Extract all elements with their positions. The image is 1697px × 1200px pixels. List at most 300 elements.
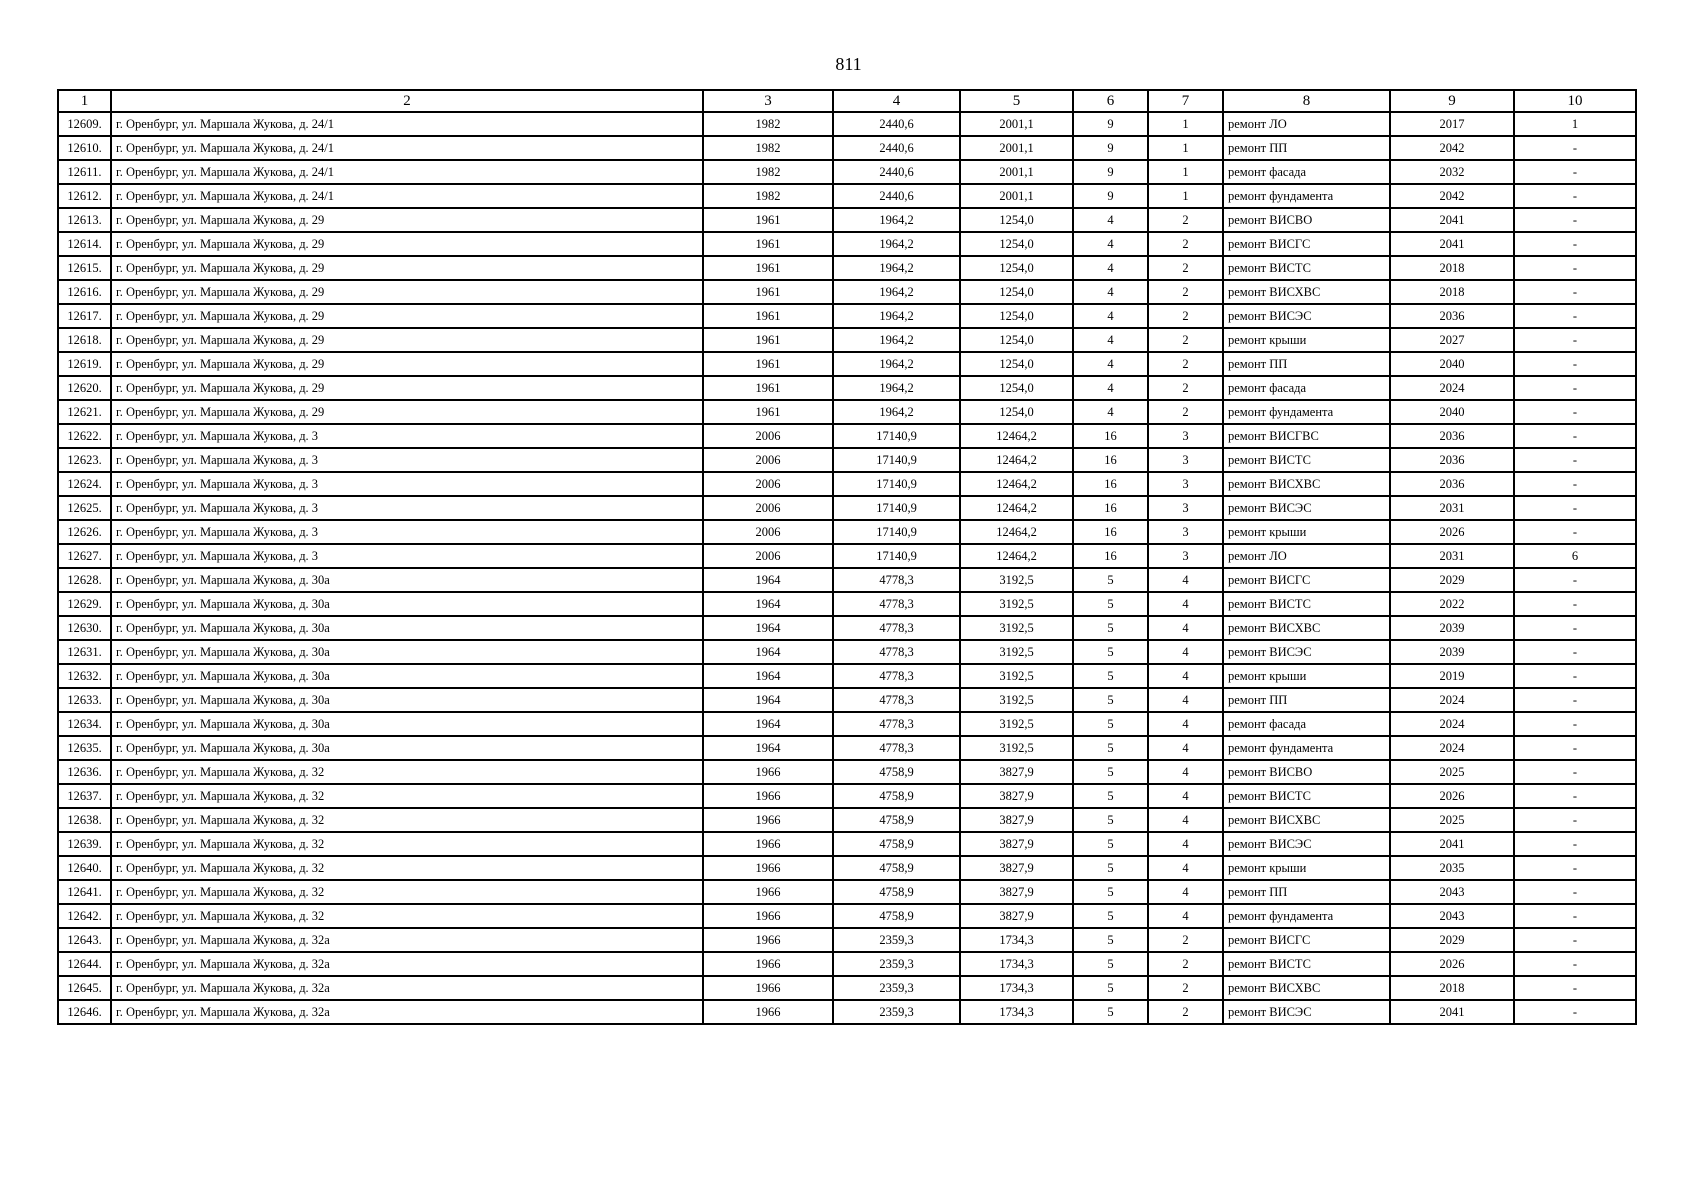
living-area-cell: 1734,3 (960, 952, 1073, 976)
year-cell: 1982 (703, 136, 833, 160)
year-cell: 1961 (703, 232, 833, 256)
entrances-cell: 1 (1148, 112, 1223, 136)
column-10-cell: - (1514, 688, 1636, 712)
column-header: 7 (1148, 90, 1223, 112)
work-type-cell: ремонт ВИСГВС (1223, 424, 1390, 448)
entrances-cell: 3 (1148, 448, 1223, 472)
planned-year-cell: 2032 (1390, 160, 1514, 184)
work-type-cell: ремонт ВИСЭС (1223, 496, 1390, 520)
table-row (58, 904, 1636, 928)
year-cell: 1961 (703, 304, 833, 328)
floors-cell: 16 (1073, 496, 1148, 520)
living-area-cell: 3192,5 (960, 640, 1073, 664)
row-number-cell: 12625. (58, 496, 111, 520)
year-cell: 2006 (703, 448, 833, 472)
column-10-cell: - (1514, 208, 1636, 232)
column-10-cell: - (1514, 664, 1636, 688)
year-cell: 1966 (703, 904, 833, 928)
living-area-cell: 1254,0 (960, 280, 1073, 304)
column-10-cell: - (1514, 400, 1636, 424)
table-row (58, 376, 1636, 400)
total-area-cell: 17140,9 (833, 544, 960, 568)
planned-year-cell: 2042 (1390, 136, 1514, 160)
table-row (58, 736, 1636, 760)
row-number-cell: 12644. (58, 952, 111, 976)
living-area-cell: 1254,0 (960, 256, 1073, 280)
work-type-cell: ремонт ВИСХВС (1223, 808, 1390, 832)
year-cell: 1982 (703, 184, 833, 208)
floors-cell: 9 (1073, 184, 1148, 208)
entrances-cell: 2 (1148, 232, 1223, 256)
table-row (58, 952, 1636, 976)
year-cell: 1982 (703, 160, 833, 184)
table-row (58, 1000, 1636, 1024)
entrances-cell: 3 (1148, 472, 1223, 496)
floors-cell: 5 (1073, 904, 1148, 928)
work-type-cell: ремонт ВИСЭС (1223, 304, 1390, 328)
planned-year-cell: 2036 (1390, 472, 1514, 496)
living-area-cell: 12464,2 (960, 448, 1073, 472)
table-row (58, 160, 1636, 184)
living-area-cell: 2001,1 (960, 184, 1073, 208)
total-area-cell: 4758,9 (833, 832, 960, 856)
floors-cell: 5 (1073, 832, 1148, 856)
total-area-cell: 1964,2 (833, 352, 960, 376)
planned-year-cell: 2026 (1390, 952, 1514, 976)
column-10-cell: 1 (1514, 112, 1636, 136)
row-number-cell: 12612. (58, 184, 111, 208)
column-10-cell: - (1514, 352, 1636, 376)
address-cell: г. Оренбург, ул. Маршала Жукова, д. 24/1 (111, 184, 703, 208)
address-cell: г. Оренбург, ул. Маршала Жукова, д. 29 (111, 232, 703, 256)
year-cell: 1961 (703, 208, 833, 232)
column-10-cell: - (1514, 640, 1636, 664)
address-cell: г. Оренбург, ул. Маршала Жукова, д. 30а (111, 688, 703, 712)
planned-year-cell: 2043 (1390, 904, 1514, 928)
floors-cell: 4 (1073, 304, 1148, 328)
living-area-cell: 1734,3 (960, 976, 1073, 1000)
planned-year-cell: 2043 (1390, 880, 1514, 904)
planned-year-cell: 2018 (1390, 976, 1514, 1000)
row-number-cell: 12615. (58, 256, 111, 280)
row-number-cell: 12610. (58, 136, 111, 160)
address-cell: г. Оренбург, ул. Маршала Жукова, д. 32 (111, 832, 703, 856)
total-area-cell: 1964,2 (833, 208, 960, 232)
row-number-cell: 12640. (58, 856, 111, 880)
work-type-cell: ремонт крыши (1223, 856, 1390, 880)
work-type-cell: ремонт ВИСЭС (1223, 640, 1390, 664)
year-cell: 1964 (703, 640, 833, 664)
total-area-cell: 2359,3 (833, 928, 960, 952)
year-cell: 1961 (703, 376, 833, 400)
entrances-cell: 2 (1148, 208, 1223, 232)
year-cell: 1964 (703, 688, 833, 712)
work-type-cell: ремонт ВИСГС (1223, 928, 1390, 952)
planned-year-cell: 2024 (1390, 688, 1514, 712)
year-cell: 1964 (703, 616, 833, 640)
planned-year-cell: 2041 (1390, 208, 1514, 232)
row-number-cell: 12638. (58, 808, 111, 832)
year-cell: 1966 (703, 784, 833, 808)
year-cell: 1961 (703, 256, 833, 280)
address-cell: г. Оренбург, ул. Маршала Жукова, д. 29 (111, 400, 703, 424)
table-row (58, 328, 1636, 352)
living-area-cell: 3192,5 (960, 568, 1073, 592)
address-cell: г. Оренбург, ул. Маршала Жукова, д. 32а (111, 952, 703, 976)
address-cell: г. Оренбург, ул. Маршала Жукова, д. 32а (111, 1000, 703, 1024)
address-cell: г. Оренбург, ул. Маршала Жукова, д. 3 (111, 472, 703, 496)
work-type-cell: ремонт ПП (1223, 880, 1390, 904)
column-10-cell: - (1514, 712, 1636, 736)
work-type-cell: ремонт фасада (1223, 160, 1390, 184)
planned-year-cell: 2025 (1390, 808, 1514, 832)
row-number-cell: 12643. (58, 928, 111, 952)
table-row (58, 616, 1636, 640)
work-type-cell: ремонт ВИСХВС (1223, 976, 1390, 1000)
entrances-cell: 2 (1148, 976, 1223, 1000)
floors-cell: 5 (1073, 952, 1148, 976)
entrances-cell: 4 (1148, 664, 1223, 688)
total-area-cell: 2440,6 (833, 112, 960, 136)
entrances-cell: 4 (1148, 592, 1223, 616)
planned-year-cell: 2031 (1390, 544, 1514, 568)
floors-cell: 5 (1073, 640, 1148, 664)
floors-cell: 5 (1073, 928, 1148, 952)
table-row (58, 568, 1636, 592)
floors-cell: 4 (1073, 376, 1148, 400)
work-type-cell: ремонт ПП (1223, 688, 1390, 712)
column-10-cell: - (1514, 808, 1636, 832)
living-area-cell: 12464,2 (960, 544, 1073, 568)
year-cell: 1964 (703, 712, 833, 736)
total-area-cell: 4758,9 (833, 784, 960, 808)
planned-year-cell: 2041 (1390, 1000, 1514, 1024)
total-area-cell: 17140,9 (833, 472, 960, 496)
work-type-cell: ремонт крыши (1223, 520, 1390, 544)
work-type-cell: ремонт фасада (1223, 712, 1390, 736)
address-cell: г. Оренбург, ул. Маршала Жукова, д. 30а (111, 736, 703, 760)
total-area-cell: 17140,9 (833, 448, 960, 472)
total-area-cell: 4758,9 (833, 880, 960, 904)
total-area-cell: 1964,2 (833, 400, 960, 424)
work-type-cell: ремонт ВИСТС (1223, 952, 1390, 976)
work-type-cell: ремонт фундамента (1223, 184, 1390, 208)
entrances-cell: 2 (1148, 352, 1223, 376)
entrances-cell: 2 (1148, 328, 1223, 352)
total-area-cell: 4778,3 (833, 688, 960, 712)
row-number-cell: 12620. (58, 376, 111, 400)
planned-year-cell: 2031 (1390, 496, 1514, 520)
year-cell: 1964 (703, 736, 833, 760)
row-number-cell: 12626. (58, 520, 111, 544)
column-header: 3 (703, 90, 833, 112)
work-type-cell: ремонт крыши (1223, 328, 1390, 352)
living-area-cell: 3192,5 (960, 712, 1073, 736)
planned-year-cell: 2026 (1390, 520, 1514, 544)
row-number-cell: 12629. (58, 592, 111, 616)
year-cell: 1966 (703, 808, 833, 832)
work-type-cell: ремонт ВИСВО (1223, 208, 1390, 232)
table-row (58, 472, 1636, 496)
address-cell: г. Оренбург, ул. Маршала Жукова, д. 29 (111, 328, 703, 352)
address-cell: г. Оренбург, ул. Маршала Жукова, д. 30а (111, 712, 703, 736)
entrances-cell: 1 (1148, 160, 1223, 184)
year-cell: 1961 (703, 280, 833, 304)
planned-year-cell: 2036 (1390, 304, 1514, 328)
living-area-cell: 3192,5 (960, 592, 1073, 616)
column-10-cell: - (1514, 304, 1636, 328)
row-number-cell: 12624. (58, 472, 111, 496)
floors-cell: 4 (1073, 256, 1148, 280)
total-area-cell: 2359,3 (833, 1000, 960, 1024)
entrances-cell: 2 (1148, 280, 1223, 304)
living-area-cell: 2001,1 (960, 160, 1073, 184)
planned-year-cell: 2017 (1390, 112, 1514, 136)
living-area-cell: 1734,3 (960, 928, 1073, 952)
table-row (58, 544, 1636, 568)
living-area-cell: 2001,1 (960, 136, 1073, 160)
entrances-cell: 4 (1148, 880, 1223, 904)
column-header: 10 (1514, 90, 1636, 112)
row-number-cell: 12642. (58, 904, 111, 928)
planned-year-cell: 2018 (1390, 256, 1514, 280)
floors-cell: 5 (1073, 616, 1148, 640)
entrances-cell: 2 (1148, 928, 1223, 952)
floors-cell: 5 (1073, 784, 1148, 808)
year-cell: 1966 (703, 856, 833, 880)
floors-cell: 5 (1073, 760, 1148, 784)
column-header: 1 (58, 90, 111, 112)
work-type-cell: ремонт ВИСТС (1223, 784, 1390, 808)
entrances-cell: 4 (1148, 568, 1223, 592)
work-type-cell: ремонт ВИСТС (1223, 592, 1390, 616)
planned-year-cell: 2027 (1390, 328, 1514, 352)
table-header-row (58, 90, 1636, 112)
column-10-cell: - (1514, 160, 1636, 184)
total-area-cell: 17140,9 (833, 520, 960, 544)
row-number-cell: 12641. (58, 880, 111, 904)
column-10-cell: - (1514, 592, 1636, 616)
planned-year-cell: 2025 (1390, 760, 1514, 784)
column-10-cell: - (1514, 256, 1636, 280)
entrances-cell: 4 (1148, 808, 1223, 832)
work-type-cell: ремонт ВИСГС (1223, 232, 1390, 256)
total-area-cell: 4778,3 (833, 592, 960, 616)
column-10-cell: - (1514, 232, 1636, 256)
planned-year-cell: 2036 (1390, 448, 1514, 472)
row-number-cell: 12633. (58, 688, 111, 712)
page-number: 811 (835, 54, 862, 74)
table-row (58, 424, 1636, 448)
column-10-cell: - (1514, 904, 1636, 928)
living-area-cell: 1734,3 (960, 1000, 1073, 1024)
floors-cell: 9 (1073, 136, 1148, 160)
address-cell: г. Оренбург, ул. Маршала Жукова, д. 32 (111, 856, 703, 880)
table-row (58, 784, 1636, 808)
address-cell: г. Оренбург, ул. Маршала Жукова, д. 32 (111, 760, 703, 784)
work-type-cell: ремонт ПП (1223, 352, 1390, 376)
living-area-cell: 12464,2 (960, 424, 1073, 448)
work-type-cell: ремонт ЛО (1223, 544, 1390, 568)
living-area-cell: 2001,1 (960, 112, 1073, 136)
column-10-cell: - (1514, 616, 1636, 640)
total-area-cell: 4758,9 (833, 760, 960, 784)
total-area-cell: 4778,3 (833, 568, 960, 592)
living-area-cell: 12464,2 (960, 520, 1073, 544)
planned-year-cell: 2039 (1390, 640, 1514, 664)
total-area-cell: 17140,9 (833, 496, 960, 520)
row-number-cell: 12630. (58, 616, 111, 640)
floors-cell: 5 (1073, 856, 1148, 880)
row-number-cell: 12645. (58, 976, 111, 1000)
entrances-cell: 2 (1148, 400, 1223, 424)
year-cell: 1966 (703, 1000, 833, 1024)
address-cell: г. Оренбург, ул. Маршала Жукова, д. 3 (111, 496, 703, 520)
total-area-cell: 2359,3 (833, 952, 960, 976)
floors-cell: 4 (1073, 208, 1148, 232)
entrances-cell: 3 (1148, 424, 1223, 448)
floors-cell: 5 (1073, 808, 1148, 832)
year-cell: 2006 (703, 424, 833, 448)
year-cell: 1964 (703, 664, 833, 688)
floors-cell: 5 (1073, 736, 1148, 760)
table-row (58, 136, 1636, 160)
floors-cell: 9 (1073, 112, 1148, 136)
living-area-cell: 3192,5 (960, 616, 1073, 640)
floors-cell: 4 (1073, 400, 1148, 424)
row-number-cell: 12622. (58, 424, 111, 448)
total-area-cell: 4758,9 (833, 904, 960, 928)
planned-year-cell: 2026 (1390, 784, 1514, 808)
planned-year-cell: 2035 (1390, 856, 1514, 880)
table-row (58, 496, 1636, 520)
address-cell: г. Оренбург, ул. Маршала Жукова, д. 30а (111, 592, 703, 616)
year-cell: 1961 (703, 352, 833, 376)
planned-year-cell: 2024 (1390, 376, 1514, 400)
work-type-cell: ремонт ВИСХВС (1223, 616, 1390, 640)
planned-year-cell: 2018 (1390, 280, 1514, 304)
living-area-cell: 1254,0 (960, 232, 1073, 256)
table-row (58, 112, 1636, 136)
column-10-cell: - (1514, 520, 1636, 544)
total-area-cell: 4758,9 (833, 808, 960, 832)
address-cell: г. Оренбург, ул. Маршала Жукова, д. 29 (111, 256, 703, 280)
table-body (58, 112, 1636, 1024)
total-area-cell: 2440,6 (833, 184, 960, 208)
column-10-cell: - (1514, 760, 1636, 784)
repair-schedule-table (57, 89, 1637, 1025)
work-type-cell: ремонт фундамента (1223, 904, 1390, 928)
total-area-cell: 4778,3 (833, 736, 960, 760)
planned-year-cell: 2036 (1390, 424, 1514, 448)
column-10-cell: - (1514, 1000, 1636, 1024)
row-number-cell: 12621. (58, 400, 111, 424)
living-area-cell: 3192,5 (960, 688, 1073, 712)
row-number-cell: 12616. (58, 280, 111, 304)
table-row (58, 808, 1636, 832)
row-number-cell: 12613. (58, 208, 111, 232)
address-cell: г. Оренбург, ул. Маршала Жукова, д. 30а (111, 616, 703, 640)
table-row (58, 760, 1636, 784)
column-10-cell: - (1514, 328, 1636, 352)
row-number-cell: 12632. (58, 664, 111, 688)
year-cell: 2006 (703, 496, 833, 520)
column-10-cell: 6 (1514, 544, 1636, 568)
address-cell: г. Оренбург, ул. Маршала Жукова, д. 32 (111, 904, 703, 928)
row-number-cell: 12614. (58, 232, 111, 256)
address-cell: г. Оренбург, ул. Маршала Жукова, д. 24/1 (111, 160, 703, 184)
living-area-cell: 3827,9 (960, 808, 1073, 832)
work-type-cell: ремонт ВИСТС (1223, 256, 1390, 280)
living-area-cell: 3827,9 (960, 856, 1073, 880)
planned-year-cell: 2022 (1390, 592, 1514, 616)
planned-year-cell: 2024 (1390, 736, 1514, 760)
table-row (58, 592, 1636, 616)
year-cell: 1966 (703, 928, 833, 952)
column-10-cell: - (1514, 928, 1636, 952)
year-cell: 2006 (703, 544, 833, 568)
floors-cell: 5 (1073, 712, 1148, 736)
total-area-cell: 1964,2 (833, 376, 960, 400)
work-type-cell: ремонт ВИСТС (1223, 448, 1390, 472)
living-area-cell: 3827,9 (960, 784, 1073, 808)
total-area-cell: 2440,6 (833, 160, 960, 184)
living-area-cell: 3827,9 (960, 832, 1073, 856)
entrances-cell: 3 (1148, 496, 1223, 520)
planned-year-cell: 2040 (1390, 400, 1514, 424)
floors-cell: 16 (1073, 424, 1148, 448)
year-cell: 1961 (703, 400, 833, 424)
entrances-cell: 4 (1148, 856, 1223, 880)
column-10-cell: - (1514, 448, 1636, 472)
planned-year-cell: 2041 (1390, 832, 1514, 856)
column-10-cell: - (1514, 976, 1636, 1000)
entrances-cell: 2 (1148, 1000, 1223, 1024)
floors-cell: 5 (1073, 688, 1148, 712)
table-row (58, 832, 1636, 856)
column-10-cell: - (1514, 880, 1636, 904)
table-row (58, 256, 1636, 280)
table-row (58, 976, 1636, 1000)
work-type-cell: ремонт фасада (1223, 376, 1390, 400)
total-area-cell: 1964,2 (833, 256, 960, 280)
total-area-cell: 2359,3 (833, 976, 960, 1000)
row-number-cell: 12609. (58, 112, 111, 136)
column-header: 8 (1223, 90, 1390, 112)
year-cell: 1966 (703, 760, 833, 784)
entrances-cell: 2 (1148, 256, 1223, 280)
work-type-cell: ремонт ВИСГС (1223, 568, 1390, 592)
work-type-cell: ремонт ПП (1223, 136, 1390, 160)
address-cell: г. Оренбург, ул. Маршала Жукова, д. 30а (111, 568, 703, 592)
entrances-cell: 2 (1148, 376, 1223, 400)
work-type-cell: ремонт крыши (1223, 664, 1390, 688)
year-cell: 1961 (703, 328, 833, 352)
column-header: 5 (960, 90, 1073, 112)
table-row (58, 880, 1636, 904)
total-area-cell: 4778,3 (833, 640, 960, 664)
column-10-cell: - (1514, 496, 1636, 520)
address-cell: г. Оренбург, ул. Маршала Жукова, д. 29 (111, 352, 703, 376)
column-10-cell: - (1514, 952, 1636, 976)
entrances-cell: 4 (1148, 640, 1223, 664)
year-cell: 2006 (703, 520, 833, 544)
table-row (58, 400, 1636, 424)
address-cell: г. Оренбург, ул. Маршала Жукова, д. 24/1 (111, 112, 703, 136)
row-number-cell: 12631. (58, 640, 111, 664)
column-header: 6 (1073, 90, 1148, 112)
work-type-cell: ремонт фундамента (1223, 400, 1390, 424)
